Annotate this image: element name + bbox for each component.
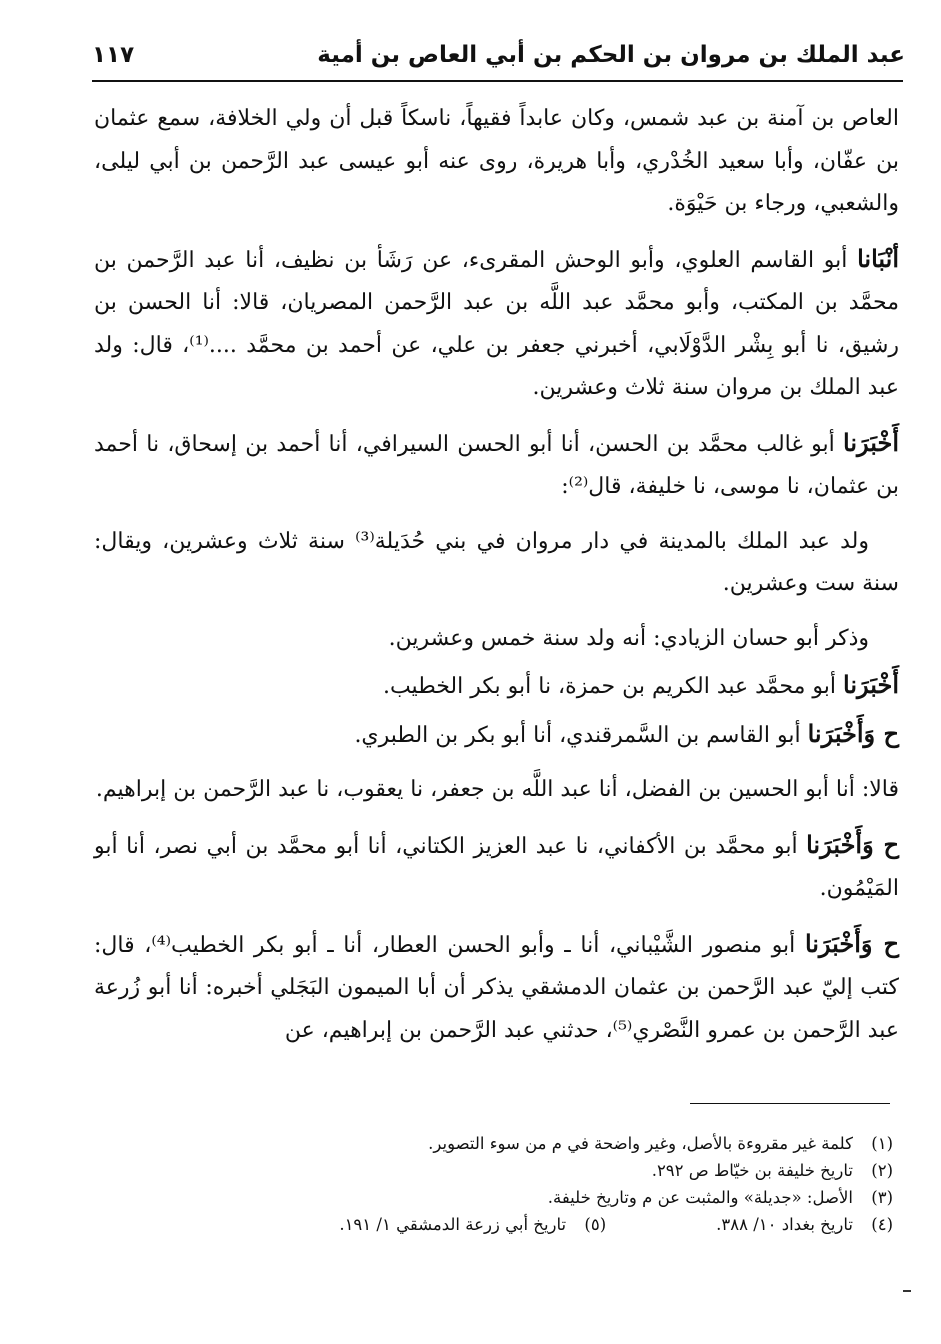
isnad-keyword: أَخْبَرَنا xyxy=(843,670,899,699)
paragraph-8 xyxy=(94,769,899,812)
page-number: ١١٧ xyxy=(92,42,135,68)
isnad-keyword: ح وَأَخْبَرَنا xyxy=(804,928,899,958)
footnote-gap xyxy=(606,1211,716,1238)
isnad-keyword: أَخْبَرَنا xyxy=(843,427,899,457)
footnotes xyxy=(94,1130,893,1238)
page-header xyxy=(92,36,905,76)
footnote-number: (٥) xyxy=(584,1215,607,1234)
paragraph-3-text: أبو غالب محمَّد بن الحسن، أنا أبو الحسن السيرافي، أنا أحمد بن إسحاق، نا أحمد بن عثمان، نا موسى، نا خليفة، قال⁽²⁾: xyxy=(94,431,899,499)
footnote-separator xyxy=(690,1103,890,1104)
isnad-keyword: ح وَأَخْبَرَنا xyxy=(807,718,899,748)
footnote-text: الأصل: «جديلة» والمثبت عن م وتاريخ خليفة. xyxy=(547,1188,853,1207)
footnote-number: (٤) xyxy=(871,1215,893,1234)
paragraph-5-text: وذكر أبو حسان الزيادي: أنه ولد سنة خمس وعشرين. xyxy=(388,625,869,651)
paragraph-4-text: ولد عبد الملك بالمدينة في دار مروان في بني حُدَيلة⁽³⁾ سنة ثلاث وعشرين، ويقال: سنة ست وعشرين. xyxy=(94,528,899,596)
footnote-number: (٢) xyxy=(871,1161,893,1180)
paragraph-9-text: أبو محمَّد بن الأكفاني، نا عبد العزيز الكتاني، أنا أبو محمَّد بن أبي نصر، أنا أبو المَيْمُون. xyxy=(94,833,899,901)
footnote-text: تاريخ خليفة بن خيّاط ص ٢٩٢. xyxy=(651,1161,853,1180)
footnote-number: (١) xyxy=(871,1134,893,1153)
footnote-4-5 xyxy=(94,1211,893,1238)
footnote-text: تاريخ بغداد ١٠/ ٣٨٨. xyxy=(716,1215,853,1234)
paragraph-3 xyxy=(94,422,899,509)
paragraph-6 xyxy=(94,664,899,709)
paragraph-1 xyxy=(94,98,899,226)
footnote-number: (٣) xyxy=(871,1188,893,1207)
paragraph-6-text: أبو محمَّد عبد الكريم بن حمزة، نا أبو بكر الخطيب. xyxy=(382,674,844,699)
paragraph-1-text: العاص بن آمنة بن عبد شمس، وكان عابداً فقيهاً، ناسكاً قبل أن ولي الخلافة، سمع عثمان بن عفّان، وأبا سعيد الخُدْري، وأبا هريرة، روى عنه أبو عيسى عبد الرَّحمن بن أبي ليلى، والشعبي، ورجاء بن حَيْوَة. xyxy=(94,106,899,216)
paragraph-5 xyxy=(94,618,899,661)
paragraph-9 xyxy=(94,824,899,911)
paragraph-10-text: أبو منصور الشَّيْباني، أنا ـ وأبو الحسن العطار، أنا ـ أبو بكر الخطيب⁽⁴⁾، قال: كتب إليّ عبد الرَّحمن بن عثمان الدمشقي يذكر أن أبا الميمون البَجَلي أخبره: أنا أبو زُرعة عبد الرَّحمن بن عمرو النَّصْري⁽⁵⁾، حدثني عبد الرَّحمن بن إبراهيم، عن xyxy=(94,932,899,1043)
running-title: عبد الملك بن مروان بن الحكم بن أبي العاص بن أمية xyxy=(317,42,905,68)
header-rule xyxy=(92,80,903,82)
footnote-3 xyxy=(94,1184,893,1211)
scan-margin-mark xyxy=(903,1290,911,1292)
paragraph-7-text: أبو القاسم بن السَّمرقندي، أنا أبو بكر بن الطبري. xyxy=(354,722,808,748)
main-text xyxy=(94,98,899,1064)
paragraph-10 xyxy=(94,923,899,1053)
footnote-text: تاريخ أبي زرعة الدمشقي ١/ ١٩١. xyxy=(339,1215,567,1234)
paragraph-2 xyxy=(94,238,899,410)
paragraph-7 xyxy=(94,713,899,758)
footnote-1 xyxy=(94,1130,893,1157)
isnad-keyword: ح وَأَخْبَرَنا xyxy=(806,829,900,859)
paragraph-2-text: أبو القاسم العلوي، وأبو الوحش المقرىء، عن رَشَأ بن نظيف، أنا عبد الرَّحمن بن محمَّد بن المكتب، وأبو محمَّد عبد اللَّه بن عبد الرَّحمن المصريان، قالا: أنا الحسن بن رشيق، نا أبو بِشْر الدَّوْلَابي، أخبرني جعفر بن علي، عن أحمد بن محمَّد ....⁽¹⁾، قال: ولد عبد الملك بن مروان سنة ثلاث وعشرين. xyxy=(94,247,900,400)
isnad-keyword: أنْبَانا xyxy=(857,243,899,273)
paragraph-4 xyxy=(94,521,899,606)
paragraph-8-text: قالا: أنا أبو الحسين بن الفضل، أنا عبد اللَّه بن جعفر، نا يعقوب، نا عبد الرَّحمن بن إبراهيم. xyxy=(95,777,899,802)
footnote-text: كلمة غير مقروءة بالأصل، وغير واضحة في م من سوء التصوير. xyxy=(428,1134,853,1153)
footnote-2 xyxy=(94,1157,893,1184)
